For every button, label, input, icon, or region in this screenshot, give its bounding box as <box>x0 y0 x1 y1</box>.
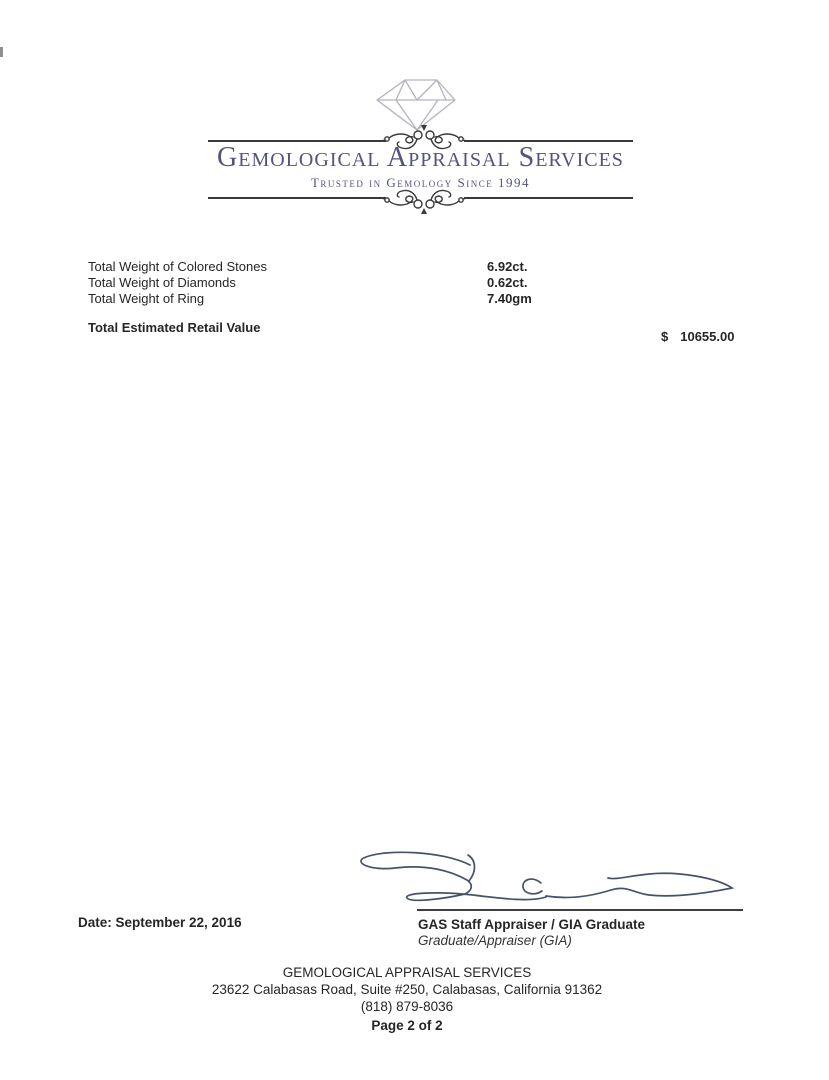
page-indicator: Page 2 of 2 <box>371 1018 443 1033</box>
scan-artifact <box>0 47 3 57</box>
weight-label: Total Weight of Ring <box>88 291 205 306</box>
weight-value: 6.92ct. <box>487 259 528 274</box>
footer <box>0 964 814 1034</box>
brand-tagline: Trusted in Gemology Since 1994 <box>310 175 531 190</box>
weight-row-colored-stones <box>88 259 708 276</box>
scroll-flourish-bottom-icon <box>381 185 467 215</box>
brand-title: Gemological Appraisal Services <box>217 142 624 173</box>
weight-value: 7.40gm <box>487 291 532 306</box>
footer-company: GEMOLOGICAL APPRAISAL SERVICES <box>282 965 532 980</box>
signature-scribble <box>345 847 745 912</box>
weight-row-ring <box>88 291 708 308</box>
weight-label: Total Weight of Colored Stones <box>88 259 267 274</box>
weight-value: 0.62ct. <box>487 275 528 290</box>
amount: 10655.00 <box>680 329 735 344</box>
signer-subtitle: Graduate/Appraiser (GIA) <box>418 933 572 948</box>
weight-row-diamonds <box>88 275 708 292</box>
weight-label: Total Weight of Diamonds <box>88 275 236 290</box>
signer-title: GAS Staff Appraiser / GIA Graduate <box>418 917 646 932</box>
footer-phone: (818) 879-8036 <box>360 999 454 1014</box>
footer-address: 23622 Calabasas Road, Suite #250, Calabasas, California 91362 <box>211 982 603 997</box>
currency-symbol: $ <box>661 329 669 344</box>
retail-value-label: Total Estimated Retail Value <box>88 320 261 335</box>
bottom-rule-left <box>208 197 386 199</box>
date-line: Date: September 22, 2016 <box>78 915 242 930</box>
retail-value-amount <box>661 329 734 344</box>
bottom-rule-right <box>464 197 633 199</box>
signature-line <box>417 909 743 911</box>
